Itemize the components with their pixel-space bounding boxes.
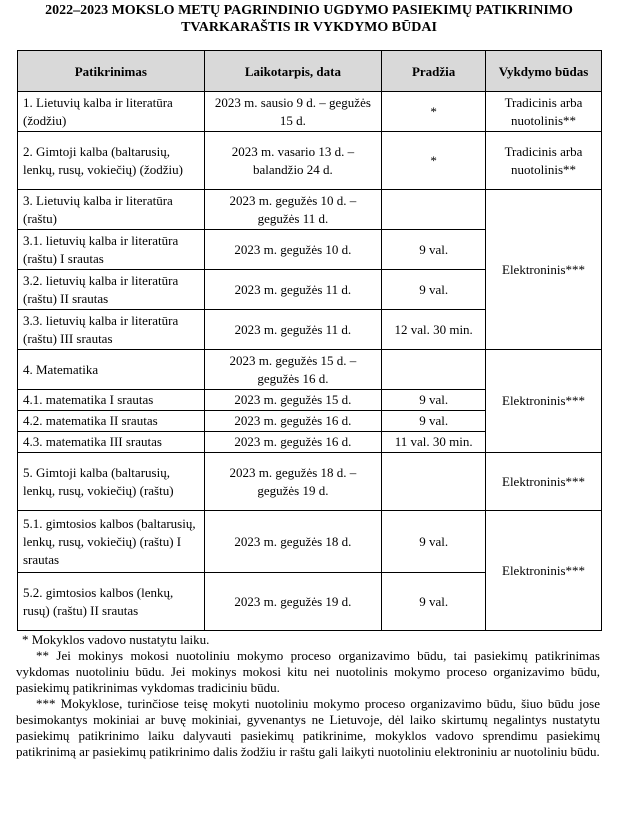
start-cell [382, 453, 486, 511]
test-cell: 1. Lietuvių kalba ir literatūra (žodžiu) [18, 92, 205, 132]
test-cell: 5.2. gimtosios kalbos (lenkų, rusų) (raštu) II srautas [18, 573, 205, 631]
start-cell [382, 350, 486, 390]
test-cell: 3. Lietuvių kalba ir literatūra (raštu) [18, 190, 205, 230]
start-cell: 9 val. [382, 411, 486, 432]
start-cell: * [382, 132, 486, 190]
mode-cell: Tradicinis arba nuotolinis** [486, 92, 602, 132]
test-cell: 3.3. lietuvių kalba ir literatūra (raštu) III srautas [18, 310, 205, 350]
test-cell: 4.3. matematika III srautas [18, 432, 205, 453]
table-row [18, 511, 602, 573]
start-cell [382, 190, 486, 230]
mode-cell: Elektroninis*** [486, 511, 602, 631]
table-row [18, 132, 602, 190]
table-header-row [18, 51, 602, 92]
mode-cell: Elektroninis*** [486, 453, 602, 511]
test-cell: 3.2. lietuvių kalba ir literatūra (raštu) II srautas [18, 270, 205, 310]
period-cell: 2023 m. vasario 13 d. – balandžio 24 d. [204, 132, 382, 190]
table-row [18, 350, 602, 390]
header-mode: Vykdymo būdas [486, 51, 602, 92]
header-test: Patikrinimas [18, 51, 205, 92]
test-cell: 2. Gimtoji kalba (baltarusių, lenkų, rusų, vokiečių) (žodžiu) [18, 132, 205, 190]
header-period: Laikotarpis, data [204, 51, 382, 92]
period-cell: 2023 m. gegužės 11 d. [204, 270, 382, 310]
header-start: Pradžia [382, 51, 486, 92]
test-cell: 4.2. matematika II srautas [18, 411, 205, 432]
period-cell: 2023 m. gegužės 15 d. [204, 390, 382, 411]
mode-cell: Tradicinis arba nuotolinis** [486, 132, 602, 190]
period-cell: 2023 m. gegužės 18 d. – gegužės 19 d. [204, 453, 382, 511]
test-cell: 3.1. lietuvių kalba ir literatūra (raštu) I srautas [18, 230, 205, 270]
footnotes [16, 632, 602, 760]
period-cell: 2023 m. gegužės 16 d. [204, 411, 382, 432]
start-cell: 11 val. 30 min. [382, 432, 486, 453]
start-cell: * [382, 92, 486, 132]
footnote-2: ** Jei mokinys mokosi nuotoliniu mokymo proceso organizavimo būdu, tai pasiekimų patikrinimas vykdomas nuotoliniu būdu. Jei mokinys mokosi kitu nei nuotolinis mokymo proceso organizavimo būdu, pasiekimų patikrinimas vykdomas tradiciniu būdu. [16, 648, 600, 695]
test-cell: 4. Matematika [18, 350, 205, 390]
test-cell: 5. Gimtoji kalba (baltarusių, lenkų, rusų, vokiečių) (raštu) [18, 453, 205, 511]
period-cell: 2023 m. gegužės 11 d. [204, 310, 382, 350]
period-cell: 2023 m. gegužės 16 d. [204, 432, 382, 453]
start-cell: 9 val. [382, 230, 486, 270]
period-cell: 2023 m. gegužės 18 d. [204, 511, 382, 573]
period-cell: 2023 m. gegužės 10 d. [204, 230, 382, 270]
table-row [18, 190, 602, 230]
period-cell: 2023 m. gegužės 10 d. – gegužės 11 d. [204, 190, 382, 230]
schedule-table [17, 50, 602, 631]
test-cell: 4.1. matematika I srautas [18, 390, 205, 411]
title-line-2: TVARKARAŠTIS IR VYKDYMO BŪDAI [181, 20, 437, 35]
mode-cell: Elektroninis*** [486, 190, 602, 350]
test-cell: 5.1. gimtosios kalbos (baltarusių, lenkų, rusų, vokiečių) (raštu) I srautas [18, 511, 205, 573]
document-title [16, 0, 602, 36]
period-cell: 2023 m. sausio 9 d. – gegužės 15 d. [204, 92, 382, 132]
mode-cell: Elektroninis*** [486, 350, 602, 453]
table-row [18, 92, 602, 132]
period-cell: 2023 m. gegužės 15 d. – gegužės 16 d. [204, 350, 382, 390]
start-cell: 9 val. [382, 270, 486, 310]
start-cell: 9 val. [382, 511, 486, 573]
footnote-3: *** Mokyklose, turinčiose teisę mokyti nuotoliniu mokymo proceso organizavimo būdu, šiuo būdu jose besimokantys mokiniai ar buvę mokiniai, gyvenantys ne Lietuvoje, dėl laiko skirtumų negalintys nustatytu pasiekimų patikrinimo laiku dalyvauti pasiekimų patikrinime, mokyklos vadovo sprendimu pasiekimų patikrinimą ar pasiekimų patikrinimo dalis žodžiu ir raštu gali laikyti nuotoliniu elektroniniu ar nuotoliniu būdu. [16, 696, 600, 759]
title-line-1: 2022–2023 MOKSLO METŲ PAGRINDINIO UGDYMO PASIEKIMŲ PATIKRINIMO [45, 3, 573, 18]
footnote-1: * Mokyklos vadovo nustatytu laiku. [22, 632, 210, 647]
start-cell: 9 val. [382, 390, 486, 411]
start-cell: 12 val. 30 min. [382, 310, 486, 350]
start-cell: 9 val. [382, 573, 486, 631]
period-cell: 2023 m. gegužės 19 d. [204, 573, 382, 631]
table-row [18, 453, 602, 511]
